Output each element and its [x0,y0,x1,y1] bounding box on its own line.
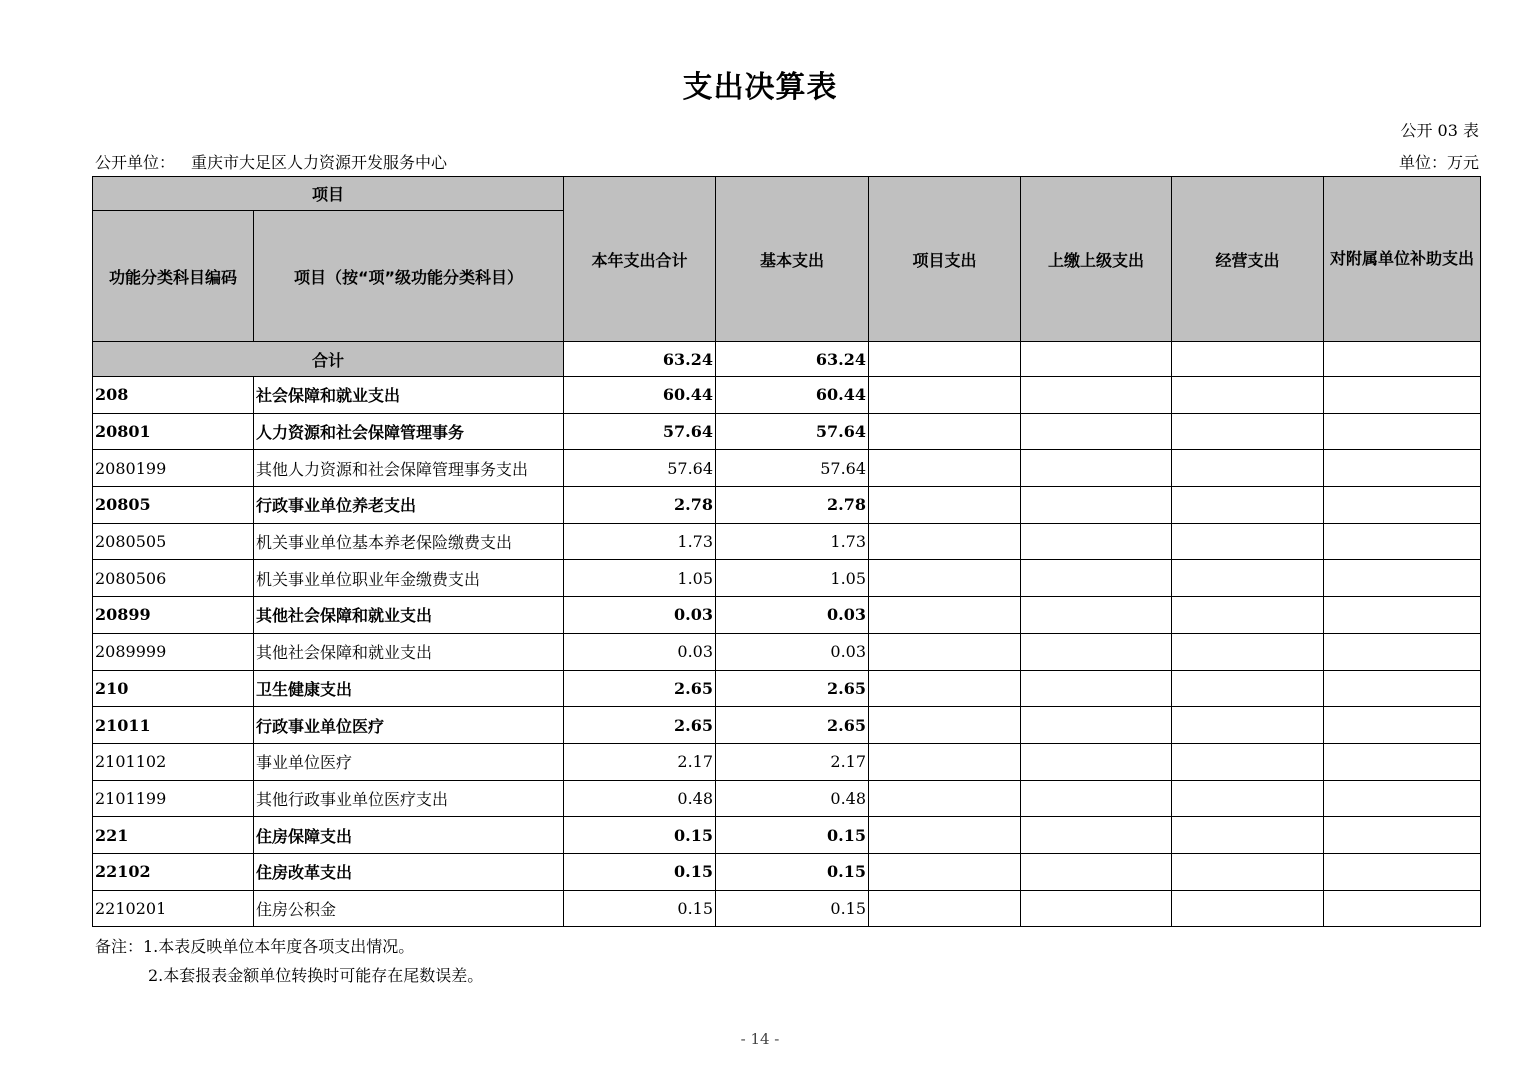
row-business [1172,597,1324,634]
page-title: 支出决算表 [682,70,838,105]
row-upper [1021,560,1172,597]
row-business [1172,707,1324,744]
row-name: 行政事业单位养老支出 [254,487,564,524]
total-row [93,342,1481,377]
row-subsidy [1324,413,1481,450]
table-row [93,487,1481,524]
row-upper [1021,890,1172,927]
table-row [93,523,1481,560]
row-total: 0.48 [564,780,716,817]
row-business [1172,633,1324,670]
row-basic: 57.64 [716,413,869,450]
row-basic: 0.15 [716,817,869,854]
row-basic: 0.48 [716,780,869,817]
row-subsidy [1324,633,1481,670]
row-subsidy [1324,487,1481,524]
row-total: 0.15 [564,853,716,890]
header-upper: 上缴上级支出 [1021,177,1172,342]
total-business [1172,342,1324,377]
note-2: 2.本套报表金额单位转换时可能存在尾数误差。 [148,966,484,985]
row-upper [1021,487,1172,524]
row-code: 2101102 [93,743,254,780]
row-code: 2080199 [93,450,254,487]
row-basic: 2.17 [716,743,869,780]
row-basic: 0.03 [716,597,869,634]
row-basic: 60.44 [716,377,869,414]
row-business [1172,377,1324,414]
currency-unit: 单位：万元 [1398,153,1479,172]
form-number: 公开 03 表 [1400,121,1479,140]
total-label: 合计 [93,342,564,377]
total-amount: 63.24 [564,342,716,377]
row-name: 其他社会保障和就业支出 [254,633,564,670]
row-total: 2.17 [564,743,716,780]
row-item [869,817,1021,854]
row-item [869,487,1021,524]
row-basic: 0.03 [716,633,869,670]
row-item [869,597,1021,634]
row-business [1172,487,1324,524]
row-basic: 2.65 [716,707,869,744]
row-name: 住房公积金 [254,890,564,927]
row-total: 0.03 [564,597,716,634]
row-business [1172,560,1324,597]
row-upper [1021,817,1172,854]
row-code: 22102 [93,853,254,890]
table-row [93,560,1481,597]
page-number: - 14 - [740,1030,780,1048]
row-item [869,780,1021,817]
row-basic: 0.15 [716,853,869,890]
row-business [1172,413,1324,450]
row-upper [1021,377,1172,414]
header-basic: 基本支出 [716,177,869,342]
row-total: 0.15 [564,817,716,854]
row-code: 2080506 [93,560,254,597]
reporting-unit-name: 重庆市大足区人力资源开发服务中心 [191,153,448,172]
row-item [869,450,1021,487]
table-row [93,817,1481,854]
total-item [869,342,1021,377]
row-total: 57.64 [564,413,716,450]
row-name: 机关事业单位职业年金缴费支出 [254,560,564,597]
table-row [93,633,1481,670]
row-name: 卫生健康支出 [254,670,564,707]
row-code: 210 [93,670,254,707]
row-upper [1021,450,1172,487]
row-business [1172,817,1324,854]
header-total: 本年支出合计 [564,177,716,342]
row-upper [1021,780,1172,817]
row-basic: 0.15 [716,890,869,927]
row-total: 0.15 [564,890,716,927]
row-code: 2210201 [93,890,254,927]
row-name: 事业单位医疗 [254,743,564,780]
row-item [869,743,1021,780]
row-total: 2.65 [564,707,716,744]
row-subsidy [1324,853,1481,890]
header-business: 经营支出 [1172,177,1324,342]
row-total: 2.65 [564,670,716,707]
row-item [869,707,1021,744]
row-name: 人力资源和社会保障管理事务 [254,413,564,450]
row-item [869,633,1021,670]
row-subsidy [1324,377,1481,414]
row-business [1172,780,1324,817]
row-name: 机关事业单位基本养老保险缴费支出 [254,523,564,560]
row-subsidy [1324,450,1481,487]
row-total: 57.64 [564,450,716,487]
row-subsidy [1324,817,1481,854]
total-basic: 63.24 [716,342,869,377]
table-row [93,890,1481,927]
row-item [869,523,1021,560]
row-name: 其他社会保障和就业支出 [254,597,564,634]
row-total: 1.73 [564,523,716,560]
row-code: 2080505 [93,523,254,560]
table-row [93,670,1481,707]
row-upper [1021,597,1172,634]
row-item [869,853,1021,890]
row-upper [1021,670,1172,707]
row-subsidy [1324,707,1481,744]
row-code: 208 [93,377,254,414]
row-item [869,890,1021,927]
row-business [1172,450,1324,487]
row-subsidy [1324,670,1481,707]
row-business [1172,523,1324,560]
table-row [93,707,1481,744]
row-name: 其他人力资源和社会保障管理事务支出 [254,450,564,487]
row-code: 20899 [93,597,254,634]
total-upper [1021,342,1172,377]
row-subsidy [1324,780,1481,817]
row-upper [1021,853,1172,890]
row-code: 21011 [93,707,254,744]
row-upper [1021,707,1172,744]
row-total: 0.03 [564,633,716,670]
note-1: 备注：1.本表反映单位本年度各项支出情况。 [95,937,415,956]
row-business [1172,743,1324,780]
row-subsidy [1324,890,1481,927]
row-total: 60.44 [564,377,716,414]
row-name: 其他行政事业单位医疗支出 [254,780,564,817]
row-name: 住房保障支出 [254,817,564,854]
row-business [1172,853,1324,890]
row-business [1172,670,1324,707]
table-row [93,377,1481,414]
row-code: 2089999 [93,633,254,670]
row-total: 1.05 [564,560,716,597]
row-upper [1021,743,1172,780]
table-row [93,780,1481,817]
row-business [1172,890,1324,927]
reporting-unit-label: 公开单位： [95,153,176,172]
row-upper [1021,413,1172,450]
table-row [93,450,1481,487]
row-item [869,560,1021,597]
header-project: 项目 [93,177,564,211]
reporting-unit [95,150,447,173]
table-row [93,413,1481,450]
row-item [869,413,1021,450]
row-code: 2101199 [93,780,254,817]
table-row [93,743,1481,780]
header-subsidy: 对附属单位补助支出 [1324,177,1481,342]
row-item [869,670,1021,707]
row-basic: 1.05 [716,560,869,597]
row-basic: 1.73 [716,523,869,560]
row-item [869,377,1021,414]
row-total: 2.78 [564,487,716,524]
header-item: 项目支出 [869,177,1021,342]
expenditure-table [92,176,1481,927]
row-subsidy [1324,743,1481,780]
row-basic: 2.65 [716,670,869,707]
row-name: 社会保障和就业支出 [254,377,564,414]
row-upper [1021,633,1172,670]
row-basic: 2.78 [716,487,869,524]
table-row [93,853,1481,890]
total-subsidy [1324,342,1481,377]
row-code: 221 [93,817,254,854]
header-code: 功能分类科目编码 [93,211,254,342]
row-upper [1021,523,1172,560]
row-subsidy [1324,523,1481,560]
row-subsidy [1324,560,1481,597]
row-code: 20805 [93,487,254,524]
row-name: 行政事业单位医疗 [254,707,564,744]
row-name: 住房改革支出 [254,853,564,890]
row-basic: 57.64 [716,450,869,487]
header-name: 项目（按“项”级功能分类科目） [254,211,564,342]
header-row-top [93,177,1481,211]
row-subsidy [1324,597,1481,634]
table-row [93,597,1481,634]
row-code: 20801 [93,413,254,450]
